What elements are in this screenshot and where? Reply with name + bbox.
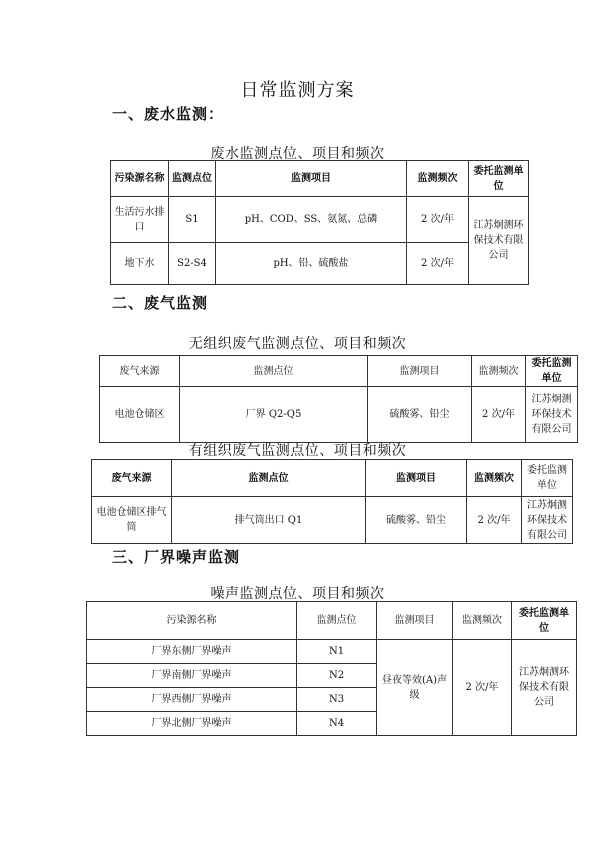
organized-gas-table-caption: 有组织废气监测点位、项目和频次 (188, 443, 407, 459)
table-cell: 生活污水排口 (111, 197, 169, 243)
col-header: 委托监测单位 (526, 356, 578, 387)
col-header: 监测频次 (472, 356, 526, 387)
table-cell: 2 次/年 (467, 497, 522, 544)
table-row (111, 243, 529, 285)
table-cell: 2 次/年 (472, 387, 526, 443)
table-cell: 江苏炯测环保技术有限公司 (469, 197, 529, 285)
table-row (111, 197, 529, 243)
noise-table (86, 601, 577, 736)
table-cell: 江苏炯测环保技术有限公司 (522, 497, 573, 544)
table-cell: 厂界西侧厂界噪声 (87, 688, 297, 712)
section-heading-noise: 三、厂界噪声监测 (112, 548, 241, 566)
fugitive-gas-table-caption: 无组织废气监测点位、项目和频次 (188, 336, 407, 352)
table-cell: 江苏炯测环保技术有限公司 (526, 387, 578, 443)
wastewater-table-caption: 废水监测点位、项目和频次 (210, 146, 385, 162)
col-header: 监测项目 (377, 602, 453, 640)
noise-table-caption: 噪声监测点位、项目和频次 (210, 586, 385, 602)
table-row (92, 497, 573, 544)
table-cell: 硫酸雾、铅尘 (368, 387, 472, 443)
col-header: 委托监测单位 (469, 161, 529, 197)
col-header: 监测项目 (368, 356, 472, 387)
table-cell: 电池仓储区 (100, 387, 180, 443)
table-cell: 昼夜等效(A)声级 (377, 640, 453, 736)
col-header: 废气来源 (92, 460, 172, 497)
table-cell: 2 次/年 (407, 197, 469, 243)
page-title: 日常监测方案 (240, 80, 355, 101)
table-cell: N3 (297, 688, 377, 712)
col-header: 监测项目 (216, 161, 407, 197)
table-cell: 厂界南侧厂界噪声 (87, 664, 297, 688)
table-cell: 硫酸雾、铅尘 (366, 497, 467, 544)
col-header: 监测项目 (366, 460, 467, 497)
fugitive-gas-table (99, 355, 578, 443)
section-heading-waste-gas: 二、废气监测 (112, 294, 209, 312)
col-header: 监测点位 (297, 602, 377, 640)
col-header: 监测频次 (453, 602, 512, 640)
col-header: 监测频次 (407, 161, 469, 197)
col-header: 委托监测单位 (522, 460, 573, 497)
table-cell: 厂界东侧厂界噪声 (87, 640, 297, 664)
table-cell: 厂界北侧厂界噪声 (87, 712, 297, 736)
col-header: 监测点位 (172, 460, 366, 497)
col-header: 监测频次 (467, 460, 522, 497)
table-cell: 地下水 (111, 243, 169, 285)
organized-gas-table (91, 459, 573, 544)
table-row (100, 387, 578, 443)
table-cell: 排气筒出口 Q1 (172, 497, 366, 544)
section-heading-wastewater: 一、废水监测： (112, 105, 225, 123)
col-header: 监测点位 (180, 356, 368, 387)
wastewater-table (110, 160, 529, 285)
col-header: 废气来源 (100, 356, 180, 387)
table-cell: N2 (297, 664, 377, 688)
table-cell: N1 (297, 640, 377, 664)
col-header: 污染源名称 (111, 161, 169, 197)
table-cell: pH、铅、硫酸盐 (216, 243, 407, 285)
table-cell: S2-S4 (169, 243, 216, 285)
table-cell: pH、COD、SS、氨氮、总磷 (216, 197, 407, 243)
table-cell: 江苏炯测环保技术有限公司 (512, 640, 577, 736)
col-header: 委托监测单位 (512, 602, 577, 640)
table-cell: S1 (169, 197, 216, 243)
table-cell: N4 (297, 712, 377, 736)
table-cell: 2 次/年 (453, 640, 512, 736)
table-cell: 电池仓储区排气筒 (92, 497, 172, 544)
col-header: 监测点位 (169, 161, 216, 197)
col-header: 污染源名称 (87, 602, 297, 640)
table-row (87, 640, 577, 664)
table-cell: 2 次/年 (407, 243, 469, 285)
table-cell: 厂界 Q2-Q5 (180, 387, 368, 443)
